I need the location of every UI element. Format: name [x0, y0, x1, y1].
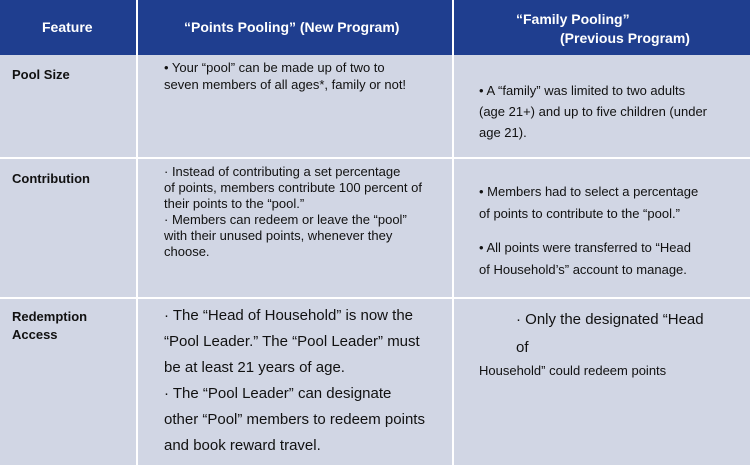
- header-previous-program-label-1: “Family Pooling”: [516, 11, 630, 27]
- header-previous-program-label-2: (Previous Program): [560, 30, 690, 46]
- pool-size-new-text: [164, 59, 449, 93]
- column-divider: [136, 55, 138, 465]
- text-line: age 21).: [479, 125, 527, 140]
- redemption-old-line-3: Household” could redeem points: [479, 363, 667, 378]
- column-divider: [452, 55, 454, 465]
- row-label-pool-size: Pool Size: [12, 67, 70, 82]
- text-line: · Instead of contributing a set percentage: [164, 164, 401, 179]
- text-line: “Pool Leader.” The “Pool Leader” must: [164, 333, 420, 350]
- text-line: other “Pool” members to redeem points: [164, 411, 425, 428]
- text-line: and book reward travel.: [164, 437, 321, 454]
- text-line: · The “Pool Leader” can designate: [164, 385, 392, 402]
- text-line: · Members can redeem or leave the “pool”: [164, 212, 407, 227]
- text-line: seven members of all ages*, family or not!: [164, 77, 407, 92]
- header-previous-program: [454, 0, 750, 55]
- text-line: of points to contribute to the “pool.”: [479, 206, 680, 221]
- header-feature-label: Feature: [42, 19, 93, 35]
- redemption-new-text: [164, 303, 450, 459]
- text-line: be at least 21 years of age.: [164, 359, 345, 376]
- redemption-old-line-2: of: [516, 339, 529, 356]
- row-label-line: Access: [12, 327, 58, 342]
- text-line: their points to the “pool.”: [164, 196, 305, 211]
- text-line: • Members had to select a percentage: [479, 184, 699, 199]
- header-feature: [0, 0, 136, 55]
- header-new-program: [138, 0, 452, 55]
- contribution-new-text: [164, 164, 449, 260]
- row-label-line: Redemption: [12, 309, 88, 324]
- text-line: of Household’s” account to manage.: [479, 262, 687, 277]
- contribution-old-text-b: [479, 237, 747, 281]
- row-label-contribution: Contribution: [12, 171, 90, 186]
- text-line: • Your “pool” can be made up of two to: [164, 60, 385, 75]
- row-label-redemption-access: [12, 308, 87, 344]
- text-line: with their unused points, whenever they: [164, 228, 393, 243]
- row-divider: [0, 157, 750, 159]
- pool-size-old-text: [479, 80, 747, 143]
- text-line: • A “family” was limited to two adults: [479, 83, 686, 98]
- text-line: of points, members contribute 100 percent of: [164, 180, 422, 195]
- redemption-old-line-1: · Only the designated “Head: [516, 311, 704, 328]
- header-new-program-label: “Points Pooling” (New Program): [184, 19, 400, 35]
- text-line: • All points were transferred to “Head: [479, 240, 691, 255]
- text-line: (age 21+) and up to five children (under: [479, 104, 708, 119]
- row-divider: [0, 297, 750, 299]
- text-line: · The “Head of Household” is now the: [164, 307, 414, 324]
- text-line: choose.: [164, 244, 210, 259]
- contribution-old-text-a: [479, 181, 747, 225]
